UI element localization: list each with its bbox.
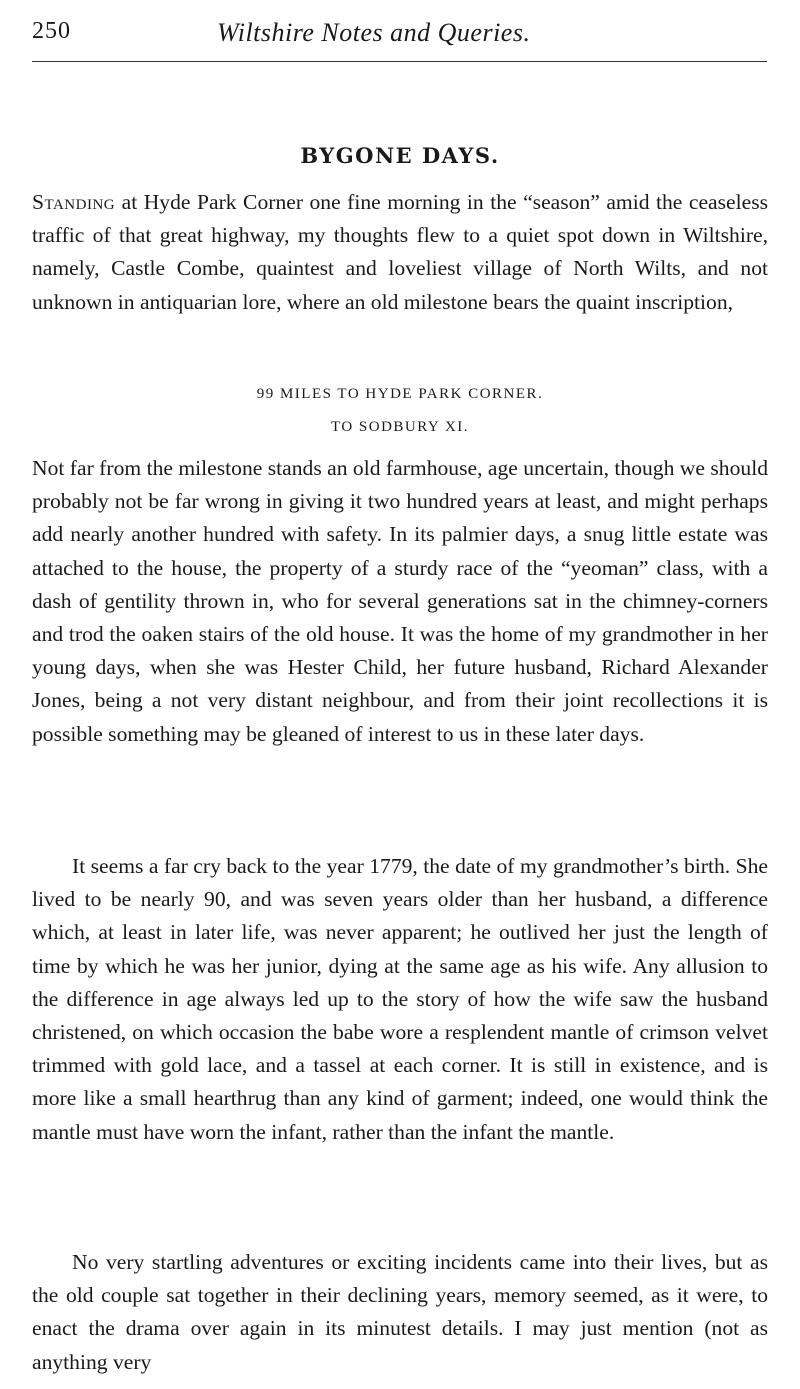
inscription-line-1: 99 MILES TO HYDE PARK CORNER. [256, 386, 544, 402]
page-header [32, 14, 767, 54]
header-rule [32, 61, 767, 62]
paragraph-3 [32, 850, 768, 1149]
paragraph-4-text: No very startling adventures or exciting incidents came into their lives, but as the old couple sat together in their declining years, memory seemed, as it were, to enact the drama over again in its minutest details. I may just mention (not as anything very [32, 1250, 768, 1374]
inscription-line-2: TO SODBURY XI. [330, 419, 470, 435]
paragraph-4 [32, 1246, 768, 1379]
paragraph-2-text: Not far from the milestone stands an old farmhouse, age uncertain, though we should probably not be far wrong in giving it two hundred years at least, and might perhaps add nearly another hundred with safety. In its palmier days, a snug little estate was attached to the house, the property of a sturdy race of the “yeoman” class, with a dash of gentility thrown in, who for several generations sat in the chimney-corners and trod the oaken stairs of the old house. It was the home of my grandmother in her young days, when she was Hester Child, her future husband, Richard Alexander Jones, being a not very distant neighbour, and from their joint recollections it is possible something may be gleaned of interest to us in these later days. [32, 456, 768, 746]
article-title: BYGONE DAYS. [300, 143, 500, 168]
paragraph-1-text: at Hyde Park Corner one fine morning in the “season” amid the ceaseless traffic of that great highway, my thoughts flew to a quiet spot down in Wiltshire, namely, Castle Combe, quaintest and loveliest village of North Wilts, and not unknown in antiquarian lore, where an old milestone bears the quaint inscription, [32, 190, 768, 314]
paragraph-2 [32, 452, 768, 751]
running-title: Wiltshire Notes and Queries. [217, 18, 531, 47]
paragraph-1 [32, 186, 768, 319]
paragraph-1-lead: Standing [32, 190, 116, 214]
page-number: 250 [32, 18, 71, 44]
paragraph-3-text: It seems a far cry back to the year 1779, the date of my grandmother’s birth. She lived to be nearly 90, and was seven years older than her husband, a difference which, at least in later life, was never apparent; he outlived her just the length of time by which he was her junior, dying at the same age as his wife. Any allusion to the difference in age always led up to the story of how the wife saw the husband christened, on which occasion the babe wore a resplendent mantle of crimson velvet trimmed with gold lace, and a tassel at each corner. It is still in existence, and is more like a small hearthrug than any kind of garment; indeed, one would think the mantle must have worn the infant, rather than the infant the mantle. [32, 854, 768, 1144]
